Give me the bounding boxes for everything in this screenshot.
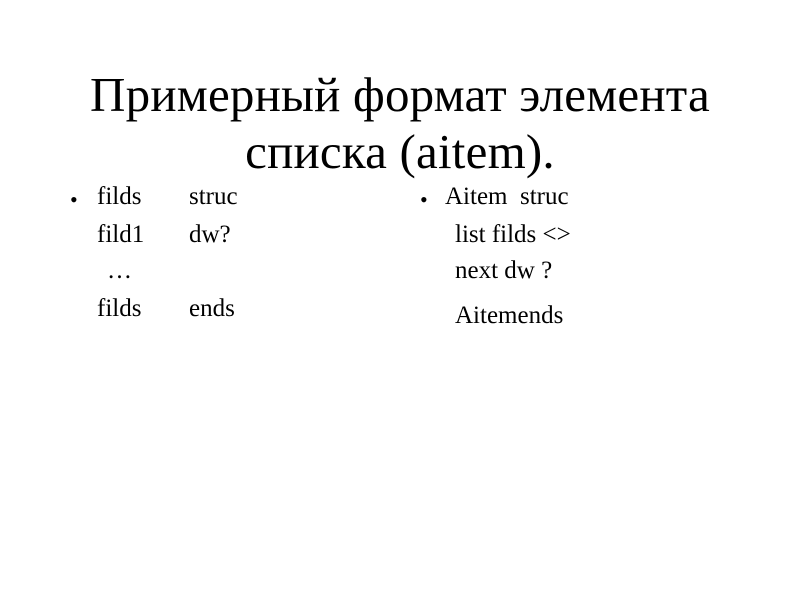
left-row-4-value: ends — [189, 295, 235, 322]
bullet-right: • — [420, 187, 428, 212]
left-row-4-name: filds — [97, 295, 142, 322]
left-row-1-name: filds — [97, 183, 142, 210]
bullet-left: • — [70, 187, 78, 212]
left-row-1-value: struc — [189, 183, 238, 210]
right-line-3: next dw ? — [455, 257, 553, 284]
right-line-4: Aitemends — [455, 302, 564, 329]
slide-title-line-2: списка (aitem). — [245, 124, 555, 179]
left-row-3-ellipsis: … — [107, 257, 132, 284]
right-line-1: Aitem struc — [445, 183, 569, 210]
slide-title-line-1: Примерный формат элемента — [90, 67, 710, 122]
left-row-2-name: fild1 — [97, 221, 145, 248]
right-line-2: list filds <> — [455, 221, 571, 248]
left-row-2-value: dw? — [189, 221, 231, 248]
